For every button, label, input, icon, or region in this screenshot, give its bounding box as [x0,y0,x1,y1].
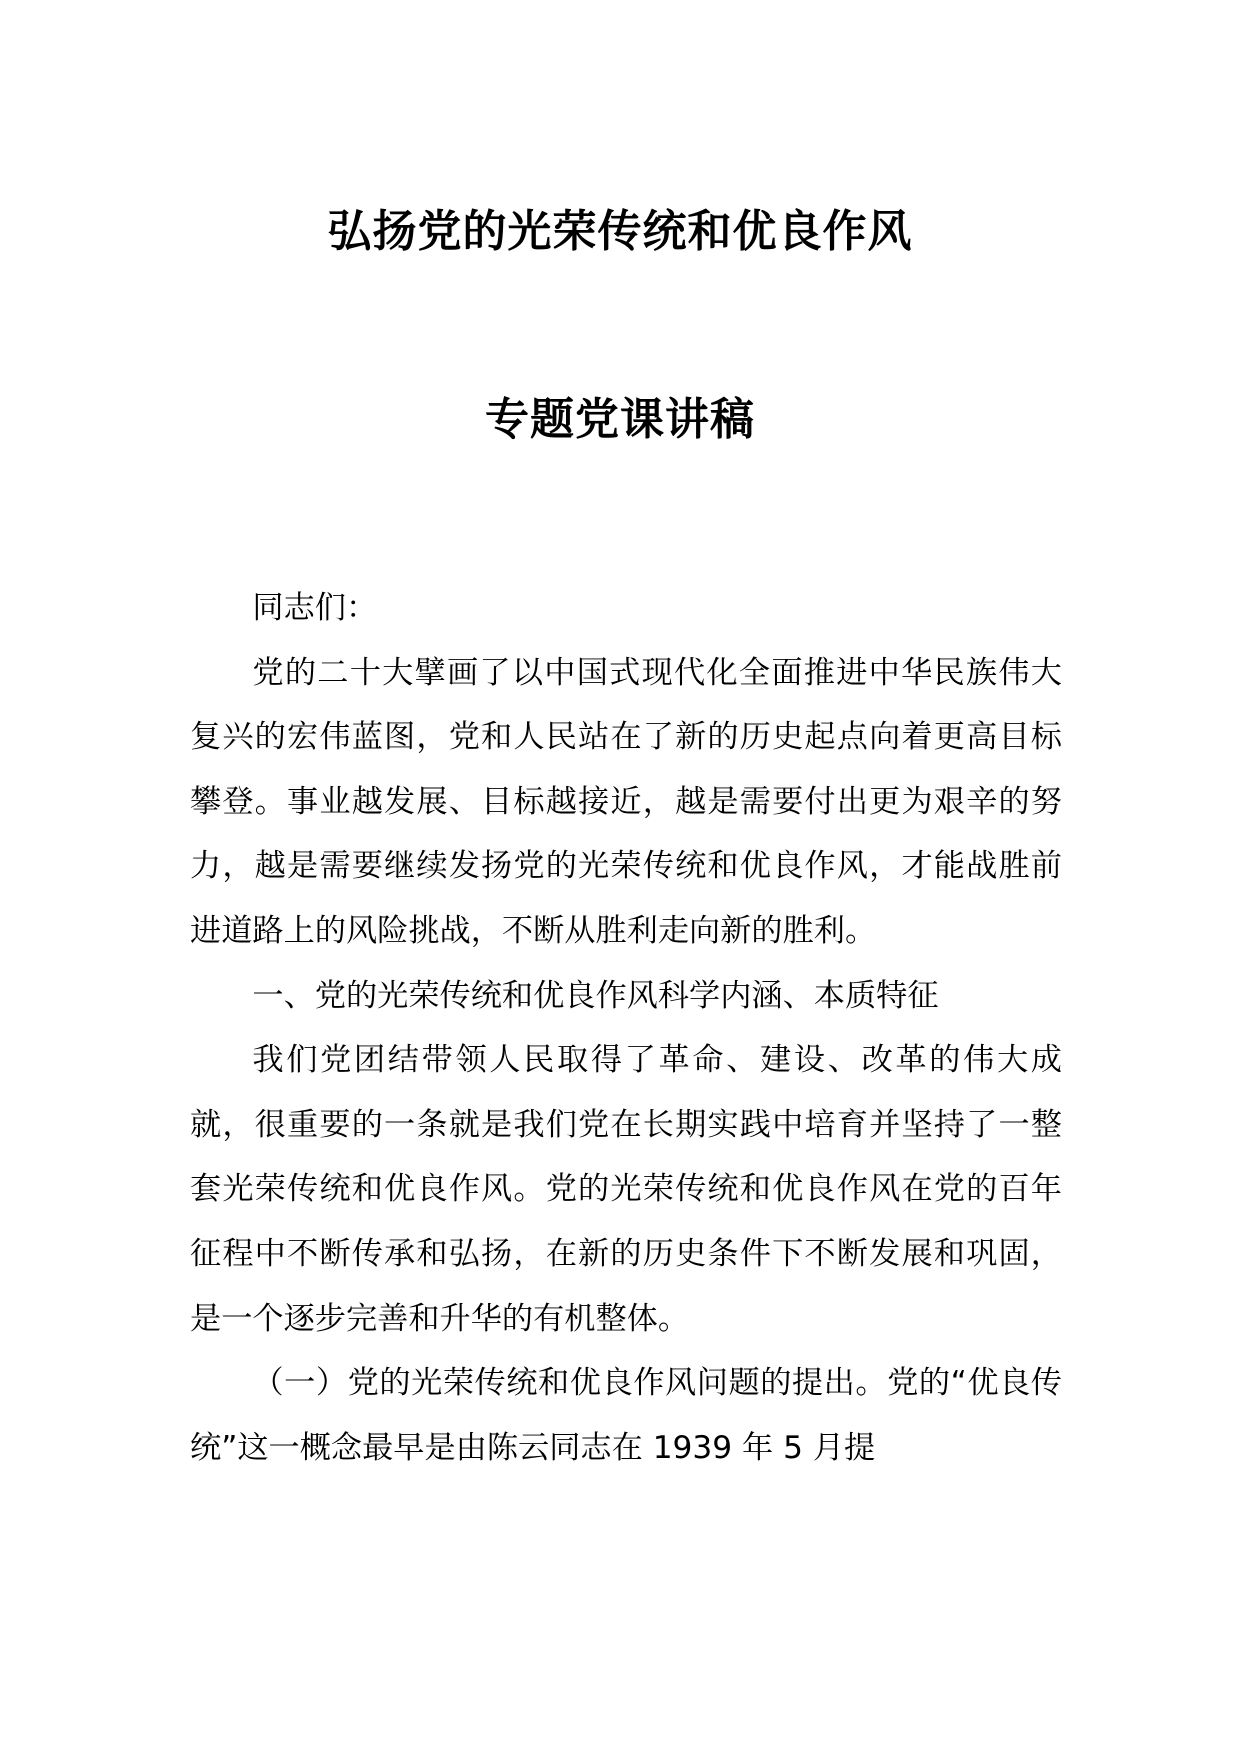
subsection-paragraph: （一）党的光荣传统和优良作风问题的提出。党的“优良传统”这一概念最早是由陈云同志在 1939 年 5 月提 [190,1365,1062,1466]
section-heading: 一、党的光荣传统和优良作风科学内涵、本质特征 [252,977,939,1014]
document-body [190,576,1062,1480]
document-subtitle: 专题党课讲稿 [485,394,755,445]
document-title: 弘扬党的光荣传统和优良作风 [327,206,913,257]
body-paragraph: 我们党团结带领人民取得了革命、建设、改革的伟大成就，很重要的一条就是我们党在长期实践中培育并坚持了一整套光荣传统和优良作风。党的光荣传统和优良作风在党的百年征程中不断传承和弘扬，在新的历史条件下不断发展和巩固，是一个逐步完善和升华的有机整体。 [190,1042,1062,1337]
body-paragraph: 党的二十大擘画了以中国式现代化全面推进中华民族伟大复兴的宏伟蓝图，党和人民站在了新的历史起点向着更高目标攀登。事业越发展、目标越接近，越是需要付出更为艰辛的努力，越是需要继续发扬党的光荣传统和优良作风，才能战胜前进道路上的风险挑战，不断从胜利走向新的胜利。 [190,654,1062,949]
greeting-paragraph: 同志们： [252,590,378,626]
